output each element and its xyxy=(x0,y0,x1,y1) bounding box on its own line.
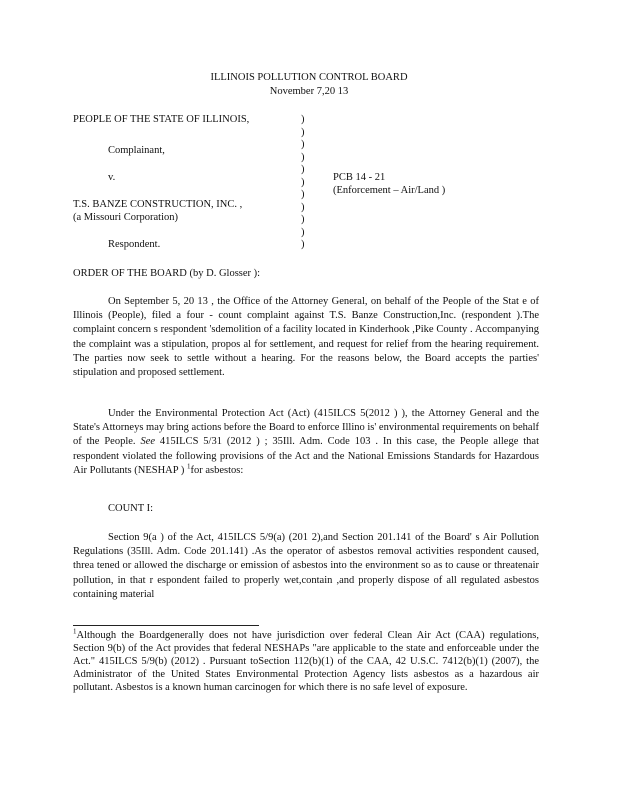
complainant-role: Complainant, xyxy=(108,145,165,156)
respondent-note: (a Missouri Corporation) xyxy=(73,212,178,223)
footnote-divider xyxy=(73,625,259,626)
versus: v. xyxy=(108,172,116,183)
respondent-role: Respondent. xyxy=(108,239,161,250)
footnote xyxy=(73,629,539,694)
paragraph-authority-citation: 415ILCS 5/31 (2012 ) ; 35Ill. Adm. Code 103 . In this case, the People allege that respondent violated the following provisions of the Act and the National Emissions Standards for Hazardous Air Pollutants (NESHAP ) xyxy=(73,436,539,476)
board-title: ILLINOIS POLLUTION CONTROL BOARD xyxy=(210,72,408,83)
case-number: PCB 14 - 21 xyxy=(333,172,386,183)
paragraph-authority-text: Under the Environmental Protection Act (Act) (415ILCS 5(2012 ) ), the Attorney General and the State's Attorneys may bring actions before the Board to enforce Illino is' environmental requirements on behalf of the People. xyxy=(73,408,539,448)
footnote-text: Although the Boardgenerally does not have jurisdiction over federal Clean Air Act (CAA) regulations, Section 9(b) of the Act provides that federal NESHAPs "are applicable to the state and enforceable under the Act." 415ILCS 5/9(b) (2012) . Pursuant toSection 112(b)(1) of the CAA, 42 U.S.C. 7412(b)(1) (2007), the Administrator of the United States Environmental Protection Agency lists asbestos as a hazardous air pollutant. Asbestos is a known human carcinogen for which there is no safe level of exposure. xyxy=(73,630,539,693)
count-heading: COUNT I: xyxy=(108,503,154,514)
citation-signal: See xyxy=(140,436,156,448)
order-date: November 7,20 13 xyxy=(269,86,349,97)
footnote-marker: 1 xyxy=(73,627,77,636)
count-one-text: Section 9(a ) of the Act, 415ILCS 5/9(a) (201 2),and Section 201.141 of the Board' s Air Pollution Regulations (35Ill. Adm. Code 201.141) .As the operator of asbestos removal activities respondent caused, threa tened or allowed the discharge or emission of asbestos into the environment so as to cause or threatenair pollution, in that r espondent failed to properly wet,contain ,and properly dispose of all regulated asbestos containing material xyxy=(73,532,539,600)
paragraph-authority xyxy=(73,407,539,478)
order-heading: ORDER OF THE BOARD (by D. Glosser ): xyxy=(73,268,261,279)
footnote-reference[interactable]: 1 xyxy=(186,462,191,471)
paragraph-authority-end: for asbestos: xyxy=(190,464,244,476)
caption-paren-column: ) ) ) ) ) ) ) ) ) ) ) xyxy=(301,114,305,250)
case-type: (Enforcement – Air/Land ) xyxy=(333,185,446,196)
paragraph-complaint: On September 5, 20 13 , the Office of the Attorney General, on behalf of the People of the Stat e of Illinois (People), filed a four - count complaint against T.S. Banze Construction,Inc. (respondent ).The complaint concern s respondent 'sdemolition of a facility located in Kinderhook ,Pike County . Accompanying the complaint was a stipulation, propos al for settlement, and request for relief from the hearing requirement. The parties now seek to settle without a hearing. For the reasons below, the Board accepts the parties' stipulation and proposed settlement. xyxy=(73,296,539,379)
respondent-party: T.S. BANZE CONSTRUCTION, INC. , xyxy=(73,199,243,210)
complainant-party: PEOPLE OF THE STATE OF ILLINOIS, xyxy=(73,114,250,125)
